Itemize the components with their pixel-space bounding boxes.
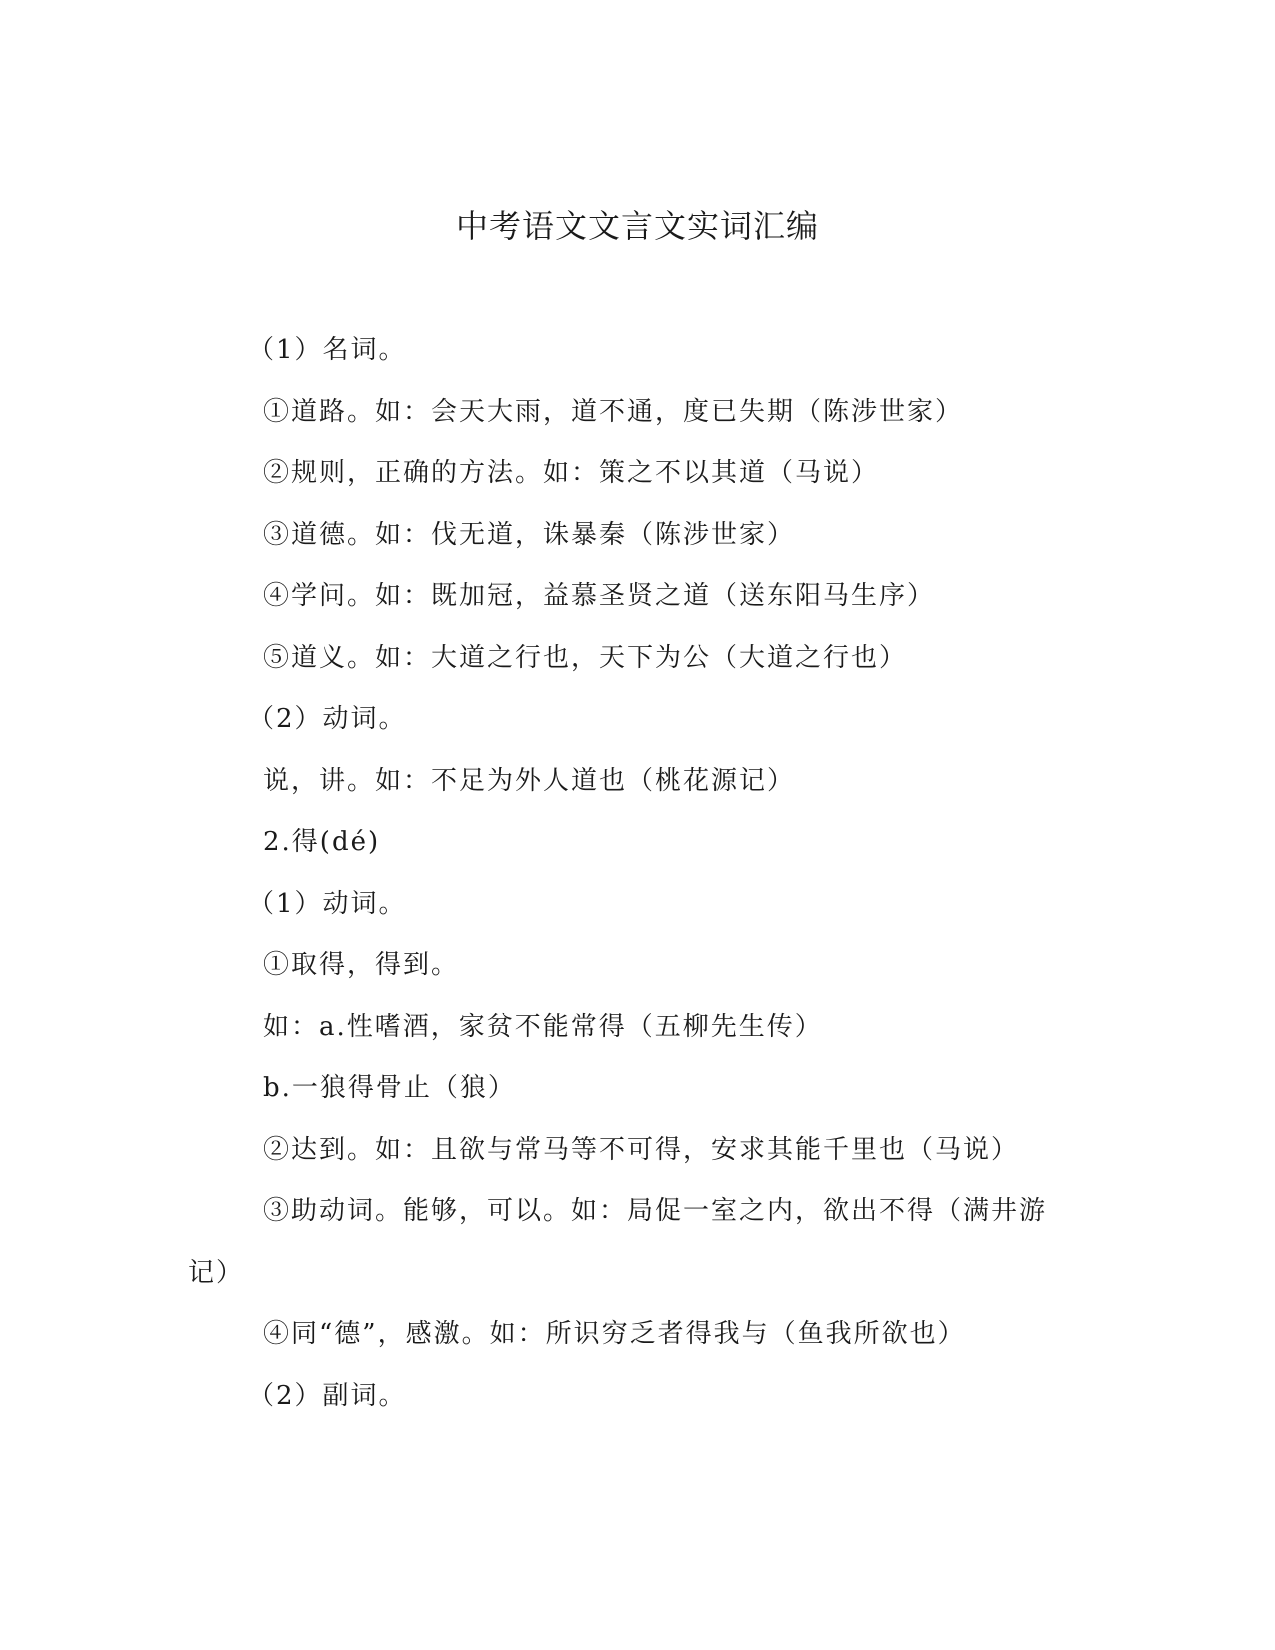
definition-line: ③助动词。能够，可以。如：局促一室之内，欲出不得（满井游 — [263, 1196, 1048, 1226]
section-heading-verb: （2）动词。 — [248, 704, 407, 734]
example-line: 如：a.性嗜酒，家贫不能常得（五柳先生传） — [263, 1011, 823, 1042]
definition-line: ⑤道义。如：大道之行也，天下为公（大道之行也） — [263, 642, 908, 673]
definition-line: ②规则，正确的方法。如：策之不以其道（马说） — [263, 458, 880, 488]
definition-line: ②达到。如：且欲与常马等不可得，安求其能千里也（马说） — [263, 1134, 1020, 1165]
section-heading-verb: （1）动词。 — [248, 888, 407, 919]
definition-line: 说，讲。如：不足为外人道也（桃花源记） — [263, 765, 796, 796]
document-body — [188, 320, 1088, 1427]
definition-line: ③道德。如：伐无道，诛暴秦（陈涉世家） — [263, 519, 796, 550]
section-heading-adverb: （2）副词。 — [248, 1380, 407, 1411]
definition-line: ④同“德”，感激。如：所识穷乏者得我与（鱼我所欲也） — [263, 1319, 966, 1349]
entry-heading: 2.得(dé) — [263, 827, 381, 857]
example-line: b.一狼得骨止（狼） — [263, 1073, 516, 1103]
definition-line-continuation: 记） — [188, 1257, 245, 1288]
definition-line: ①道路。如：会天大雨，道不通，度已失期（陈涉世家） — [263, 396, 964, 427]
document-title: 中考语文文言文实词汇编 — [455, 207, 819, 245]
definition-line: ①取得，得到。 — [263, 950, 460, 980]
definition-line: ④学问。如：既加冠，益慕圣贤之道（送东阳马生序） — [263, 581, 936, 611]
section-heading-noun: （1）名词。 — [248, 335, 407, 365]
